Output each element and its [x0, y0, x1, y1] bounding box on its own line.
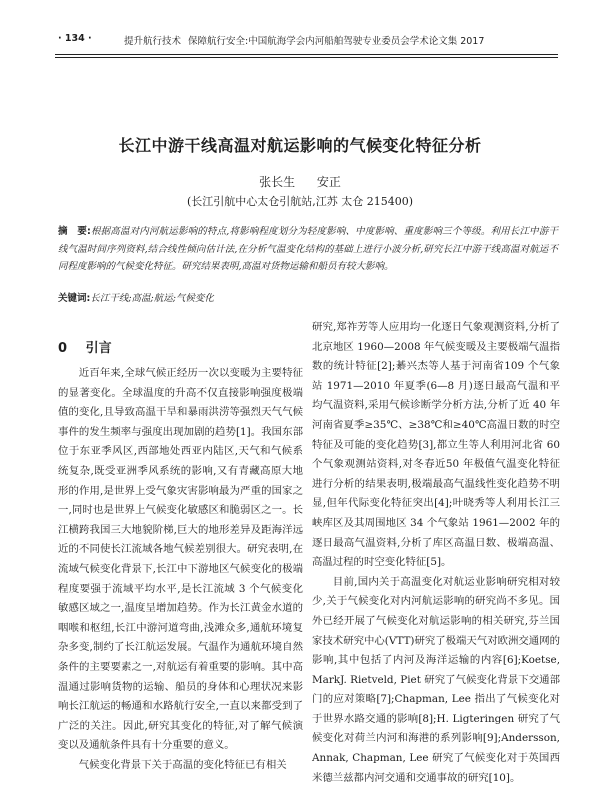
article-title: 长江中游干线高温对航运影响的气候变化特征分析 [118, 136, 482, 155]
right-column [312, 318, 560, 788]
right-paragraph: 目前,国内关于高温变化对航运业影响研究相对较少,关于气候变化对内河航运影响的研究尚不多见。国外已经开展了气候变化对航运影响的相关研究,芬兰国家技术研究中心(VTT)研究了极端天气对欧洲交通网的影响,其中包括了内河及海洋运输的内容[6];Koetse, MarkJ. Rietveld, Piet 研究了气候变化背景下交通部门的应对策略[7];Chapman, Lee 指出了气候变化对于世界水路交通的影响[8];H. Ligteringen 研究了气候变化对荷兰内河和海港的系列影响[9];Andersson, Annak, Chapman, Lee 研究了气候变化对于英国西米德兰兹都内河交通和交通事故的研究[10]。 [312, 575, 560, 784]
abstract-label: 摘 要: [58, 226, 91, 237]
left-column [58, 364, 303, 775]
keywords [58, 290, 558, 304]
abstract-text: 根据高温对内河航运影响的特点,将影响程度划分为轻度影响、中度影响、重度影响三个等级。利用长江中游干线气温时间序列资料,结合线性倾向估计法,在分析气温变化结构的基础上进行小波分析,研究长江中游干线高温对航运不同程度影响的气候变化特征。研究结果表明,高温对货物运输和船员有较大影响。 [58, 226, 558, 272]
right-paragraph: 研究,郑祚芳等人应用均一化逐日气象观测资料,分析了北京地区 1960—2008 年气候变暖及主要极端气温指数的统计特征[2];綦兴杰等人基于河南省109 个气象站 1971—2010 年夏季(6—8 月)逐日最高气温和平均气温资料,采用气候诊断学分析方法,分析了近 40 年河南省夏季≥35℃、≥38℃和≥40℃高温日数的时空特征及可能的变化趋势[3],都立生等人利用河北省 60 个气象观测站资料,对冬春近50 年极值气温变化特征进行分析的结果表明,极端最高气温线性变化趋势不明显,但年代际变化特征突出[4];叶晓秀等人利用长江三峡库区及其周围地区 34 个气象站 1961—2002 年的逐日最高气温资料,分析了库区高温日数、极端高温、高温过程的时空变化特征[5]。 [312, 321, 560, 569]
header-rule-thin [55, 57, 558, 58]
header-rule [55, 54, 558, 55]
abstract [58, 223, 558, 276]
section-number: 0 [58, 341, 68, 356]
keywords-text: 长江干线;高温;航运;气候变化 [90, 293, 214, 304]
page-number: · 134 · [58, 33, 92, 44]
keywords-label: 关键词: [58, 293, 91, 304]
left-paragraph: 近百年来,全球气候正经历一次以变暖为主要特征的显著变化。全球温度的升高不仅直接影响强度极端值的变化,且导致高温干旱和暴雨洪涝等强烈天气气候事件的发生频率与强度出现加剧的趋势[1]。我国东部位于东亚季风区,西部地处西亚内陆区,天气和气候系统复杂,既受亚洲季风系统的影响,又有青藏高原大地形的作用,是世界上受气象灾害影响最为严重的国家之一,同时也是世界上气候变化敏感区和脆弱区之一。长江横跨我国三大地貌阶梯,巨大的地形差异及距海洋远近的不同使长江流域各地气候差别很大。研究表明,在流域气候变化背景下,长江中下游地区气候变化的极端程度要强于流域平均水平,是长江流域 3 个气候变化敏感区域之一,温度呈增加趋势。作为长江黄金水道的咽喉和枢纽,长江中游河道弯曲,浅滩众多,通航环境复杂多变,制约了长江航运发展。气温作为通航环境自然条件的主要要素之一,对航运有着重要的影响。其中高温通过影响货物的运输、船员的身体和心理状况来影响长江航运的畅通和水路航行安全,一直以来都受到了广泛的关注。因此,研究其变化的特征,对了解气候演变以及通航条件具有十分重要的意义。 [58, 367, 303, 752]
article-authors: 张长生 安正 [259, 175, 341, 189]
header-conference: 保障航行安全:中国航海学会内河船舶驾驶专业委员会学术论文集 2017 [188, 36, 485, 47]
article-affiliation: (长江引航中心太仓引航站,江苏 太仓 215400) [186, 195, 414, 208]
section-title: 引言 [85, 341, 112, 356]
section-heading [58, 337, 112, 356]
header-section: 提升航行技术 [124, 36, 182, 47]
running-header [58, 33, 558, 49]
left-paragraph: 气候变化背景下关于高温的变化特征已有相关 [78, 758, 287, 771]
